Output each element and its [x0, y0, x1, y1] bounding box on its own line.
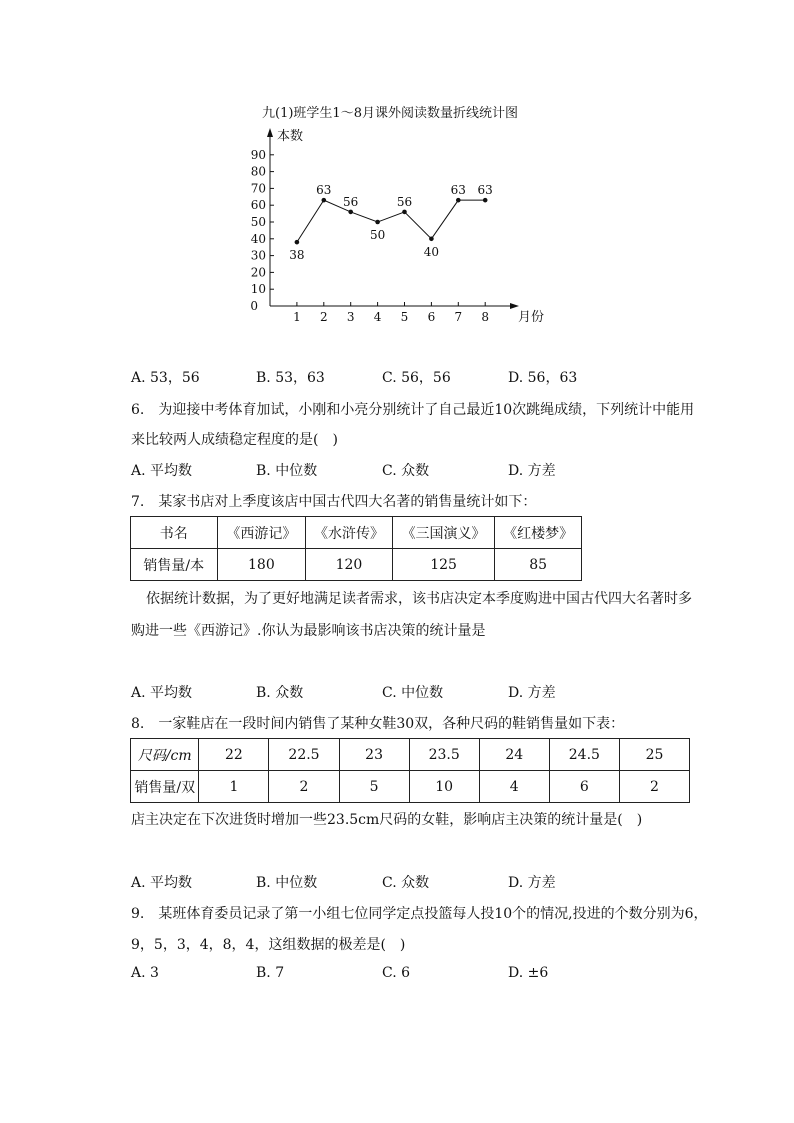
table-row	[131, 549, 582, 581]
x-tick-label: 6	[427, 310, 436, 324]
q5-option-a[interactable]: A. 53，56	[131, 370, 200, 386]
table-cell: 23.5	[409, 739, 479, 771]
q6-option-a[interactable]: A. 平均数	[131, 463, 193, 479]
y-tick-label: 50	[250, 215, 266, 229]
y-tick-label: 40	[250, 231, 266, 246]
table-header-cell: 书名	[131, 517, 218, 549]
y-tick-label: 0	[250, 299, 258, 313]
q8-stem: 8. 一家鞋店在一段时间内销售了某种女鞋30双，各种尺码的鞋销售量如下表：	[131, 716, 625, 732]
table-row	[131, 771, 690, 803]
chart-axes	[267, 128, 519, 309]
y-tick-label: 90	[250, 147, 266, 162]
table-header-cell: 《红楼梦》	[495, 517, 582, 549]
data-label: 40	[423, 244, 440, 259]
q9-option-b[interactable]: B. 7	[256, 965, 285, 981]
y-tick-label: 30	[250, 248, 266, 263]
data-label: 63	[316, 183, 332, 198]
q5-option-d[interactable]: D. 56，63	[508, 370, 578, 386]
q6-stem-line2: 来比较两人成绩稳定程度的是( )	[131, 432, 338, 448]
q8-option-b[interactable]: B. 中位数	[256, 875, 318, 891]
data-point	[295, 240, 300, 245]
q6-stem-line1: 6. 为迎接中考体育加试，小刚和小亮分别统计了自己最近10次跳绳成绩，下列统计中能用	[131, 402, 695, 418]
table-cell: 125	[392, 549, 495, 581]
x-tick-label: 3	[346, 310, 355, 324]
x-tick-label: 8	[481, 310, 490, 324]
table-cell: 23	[339, 739, 409, 771]
data-point	[348, 210, 353, 215]
table-cell: 22.5	[269, 739, 339, 771]
q5-option-c[interactable]: C. 56，56	[382, 370, 451, 386]
q8-option-c[interactable]: C. 众数	[382, 875, 430, 891]
q8-size-table	[130, 738, 690, 803]
q7-option-c[interactable]: C. 中位数	[382, 685, 444, 701]
table-cell: 22	[199, 739, 269, 771]
q9-option-a[interactable]: A. 3	[131, 965, 159, 981]
table-cell: 25	[619, 739, 689, 771]
data-point	[456, 198, 461, 203]
chart-title: 九(1)班学生1～8月课外阅读数量折线统计图	[262, 106, 518, 121]
table-cell: 10	[409, 771, 479, 803]
y-axis-label: 本数	[277, 129, 304, 144]
table-cell: 1	[199, 771, 269, 803]
table-row	[131, 517, 582, 549]
data-labels	[289, 183, 493, 262]
x-tick-label: 7	[454, 310, 463, 324]
series-line	[295, 198, 488, 245]
x-axis-ticks	[293, 302, 489, 324]
q7-paragraph-line2: 购进一些《西游记》.你认为最影响该书店决策的统计量是	[131, 623, 486, 639]
x-axis-label: 月份	[518, 310, 545, 325]
table-header-cell: 《水浒传》	[306, 517, 393, 549]
data-point	[322, 198, 327, 203]
q7-option-d[interactable]: D. 方差	[508, 685, 556, 701]
q5-option-b[interactable]: B. 53，63	[256, 370, 325, 386]
data-label: 50	[369, 228, 386, 242]
q9-stem-line2: 9，5，3，4，8，4，这组数据的极差是( )	[131, 937, 406, 953]
q9-stem-line1: 9. 某班体育委员记录了第一小组七位同学定点投篮每人投10个的情况,投进的个数分别为6，	[131, 906, 708, 922]
data-point	[429, 237, 434, 242]
table-cell: 180	[217, 549, 306, 581]
x-axis-arrow	[510, 303, 519, 309]
table-header-cell: 《三国演义》	[392, 517, 495, 549]
q7-sales-table	[130, 516, 582, 581]
data-label: 56	[343, 194, 359, 209]
table-row-label: 销售量/双	[131, 771, 199, 803]
data-point	[375, 220, 380, 225]
q7-option-b[interactable]: B. 众数	[256, 685, 304, 701]
x-tick-label: 1	[293, 310, 301, 324]
table-row-label: 尺码/cm	[131, 739, 199, 771]
q6-option-b[interactable]: B. 中位数	[256, 463, 318, 479]
table-cell: 2	[269, 771, 339, 803]
q9-option-d[interactable]: D. ±6	[508, 965, 549, 981]
table-cell: 4	[479, 771, 549, 803]
table-cell: 120	[306, 549, 393, 581]
y-axis-arrow	[267, 128, 273, 137]
data-label: 56	[396, 194, 413, 209]
q7-option-a[interactable]: A. 平均数	[131, 685, 193, 701]
x-tick-label: 2	[319, 310, 328, 324]
table-cell: 85	[495, 549, 582, 581]
y-tick-label: 10	[250, 282, 266, 297]
q7-stem: 7. 某家书店对上季度该店中国古代四大名著的销售量统计如下：	[131, 494, 537, 510]
x-tick-label: 4	[373, 310, 382, 324]
data-point	[402, 210, 407, 215]
data-label: 38	[289, 248, 305, 263]
data-point	[483, 198, 488, 203]
y-tick-label: 80	[250, 164, 266, 179]
table-cell: 24	[479, 739, 549, 771]
y-tick-label: 60	[250, 198, 266, 213]
q9-option-c[interactable]: C. 6	[382, 965, 411, 981]
table-row-label: 销售量/本	[131, 549, 218, 581]
table-cell: 24.5	[549, 739, 619, 771]
y-tick-label: 20	[250, 265, 266, 280]
q8-option-a[interactable]: A. 平均数	[131, 875, 193, 891]
y-tick-label: 70	[250, 181, 266, 196]
q6-option-c[interactable]: C. 众数	[382, 463, 430, 479]
table-row	[131, 739, 690, 771]
q8-option-d[interactable]: D. 方差	[508, 875, 556, 891]
table-cell: 6	[549, 771, 619, 803]
data-label: 63	[477, 183, 493, 198]
table-header-cell: 《西游记》	[217, 517, 306, 549]
q8-after-text: 店主决定在下次进货时增加一些23.5cm尺码的女鞋，影响店主决策的统计量是( )	[131, 812, 643, 828]
table-cell: 2	[619, 771, 689, 803]
q6-option-d[interactable]: D. 方差	[508, 463, 556, 479]
q7-paragraph-line1: 依据统计数据，为了更好地满足读者需求，该书店决定本季度购进中国古代四大名著时多	[146, 591, 692, 607]
line-chart	[240, 106, 560, 335]
series-polyline	[297, 200, 485, 242]
data-label: 63	[450, 183, 466, 198]
table-cell: 5	[339, 771, 409, 803]
x-tick-label: 5	[400, 310, 409, 324]
